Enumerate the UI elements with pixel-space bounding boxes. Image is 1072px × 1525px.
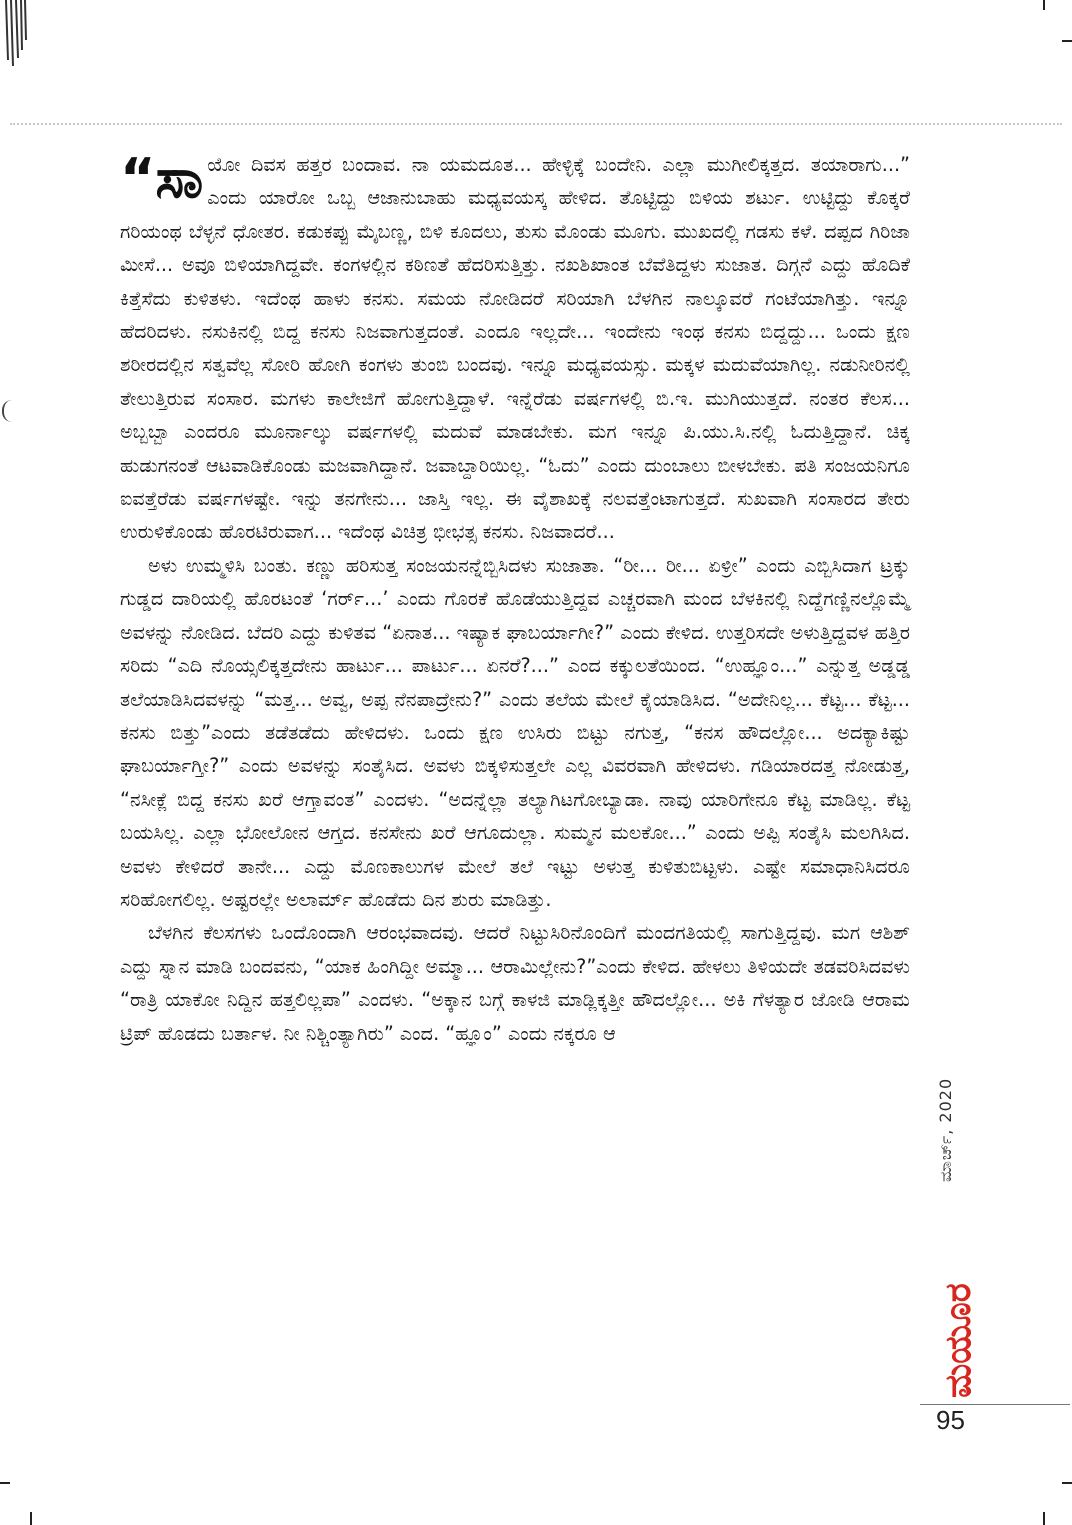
paragraph-1 [120,148,910,549]
article-body [120,148,910,1050]
paragraph-2: ಅಳು ಉಮ್ಮಳಿಸಿ ಬಂತು. ಕಣ್ಣು ಹರಿಸುತ್ತ ಸಂಜಯನನ್ನೆಬ್ಬಿಸಿದಳು ಸುಜಾತಾ. “ರೀ... ರೀ... ಏಳ್ರೀ” ಎಂದು ಎಬ್ಬಿಸಿದಾಗ ಟ್ರಕ್ಕು ಗುಡ್ಡದ ದಾರಿಯಲ್ಲಿ ಹೊರಟಂತೆ ‘ಗರ್ರ್...’ ಎಂದು ಗೊರಕೆ ಹೊಡೆಯುತ್ತಿದ್ದವ ಎಚ್ಚರವಾಗಿ ಮಂದ ಬೆಳಕಿನಲ್ಲಿ ನಿದ್ದೆಗಣ್ಣಿನಲ್ಲೊಮ್ಮೆ ಅವಳನ್ನು ನೋಡಿದ. ಬೆದರಿ ಎದ್ದು ಕುಳಿತವ “ಏನಾತ... ಇಷ್ಯಾಕ ಘಾಬರ್ಯಾಗೀ?” ಎಂದು ಕೇಳಿದ. ಉತ್ತರಿಸದೇ ಅಳುತ್ತಿದ್ದವಳ ಹತ್ತಿರ ಸರಿದು “ಎದಿ ನೊಯ್ಸಲಿಕ್ಕತ್ತದೇನು ಹಾರ್ಟು... ಪಾರ್ಟು... ಏನರೆ?...” ಎಂದ ಕಕ್ಕುಲತೆಯಿಂದ. “ಉಹ್ಞೂಂ...” ಎನ್ನುತ್ತ ಅಡ್ಡಡ್ಡ ತಲೆಯಾಡಿಸಿದವಳನ್ನು “ಮತ್ತ... ಅವ್ವ, ಅಪ್ಪ ನೆನಪಾದ್ರೇನು?” ಎಂದು ತಲೆಯ ಮೇಲೆ ಕೈಯಾಡಿಸಿದ. “ಅದೇನಿಲ್ಲ... ಕೆಟ್ಟ... ಕೆಟ್ಟ... ಕನಸು ಬಿತ್ತು”ಎಂದು ತಡೆತಡೆದು ಹೇಳಿದಳು. ಒಂದು ಕ್ಷಣ ಉಸಿರು ಬಿಟ್ಟು ನಗುತ್ತ, “ಕನಸ ಹೌದಲ್ಲೋ... ಅದಕ್ಯಾಕಿಷ್ಟು ಘಾಬರ್ಯಾಗ್ತೀ?” ಎಂದು ಅವಳನ್ನು ಸಂತೈಸಿದ. ಅವಳು ಬಿಕ್ಕಳಿಸುತ್ತಲೇ ಎಲ್ಲ ವಿವರವಾಗಿ ಹೇಳಿದಳು. ಗಡಿಯಾರದತ್ತ ನೋಡುತ್ತ, “ನಸೀಕ್ಲೆ ಬಿದ್ದ ಕನಸು ಖರೆ ಆಗ್ತಾವಂತ” ಎಂದಳು. “ಅದನ್ನೆಲ್ಲಾ ತಲ್ಯಾಗಿಟಗೋಬ್ಯಾಡಾ. ನಾವು ಯಾರಿಗೇನೂ ಕೆಟ್ಟ ಮಾಡಿಲ್ಲ. ಕೆಟ್ಟ ಬಯಸಿಲ್ಲ. ಎಲ್ಲಾ ಭೋಲೋನ ಆಗ್ತದ. ಕನಸೇನು ಖರೆ ಆಗೂದುಲ್ಲಾ. ಸುಮ್ಮನ ಮಲಕೋ...” ಎಂದು ಅಪ್ಪಿ ಸಂತೈಸಿ ಮಲಗಿಸಿದ. ಅವಳು ಕೇಳಿದರೆ ತಾನೇ... ಎದ್ದು ಮೊಣಕಾಲುಗಳ ಮೇಲೆ ತಲೆ ಇಟ್ಟು ಅಳುತ್ತ ಕುಳಿತುಬಿಟ್ಟಳು. ಎಷ್ಟೇ ಸಮಾಧಾನಿಸಿದರೂ ಸರಿಹೋಗಲಿಲ್ಲ. ಅಷ್ಟರಲ್ಲೇ ಅಲಾರ್ಮ್ ಹೊಡೆದು ದಿನ ಶುರು ಮಾಡಿತ್ತು. [120,553,910,911]
margin-bracket [2,400,12,422]
drop-cap-quote: “ [120,147,156,210]
issue-date: ಮಾರ್ಚ್, 2020 [936,1077,955,1182]
crop-mark-bottom-left [30,1512,32,1525]
header-dotted-rule [10,123,1062,125]
crop-mark-left-lower [0,1482,10,1484]
paragraph-1-text: ಯೋ ದಿವಸ ಹತ್ತರ ಬಂದಾವ. ನಾ ಯಮದೂತ... ಹೇಳ್ಳಿಕ್ಕೆ ಬಂದೇನಿ. ಎಲ್ಲಾ ಮುಗೀಲಿಕ್ಕತ್ತದ. ತಯಾರಾಗು...” ಎಂದು ಯಾರೋ ಒಬ್ಬ ಆಜಾನುಬಾಹು ಮಧ್ಯವಯಸ್ಕ ಹೇಳಿದ. ತೊಟ್ಟಿದ್ದು ಬಿಳಿಯ ಶರ್ಟು. ಉಟ್ಟಿದ್ದು ಕೊಕ್ಕರೆ ಗರಿಯಂಥ ಬೆಳ್ಳನೆ ಧೋತರ. ಕಡುಕಪ್ಪು ಮೈಬಣ್ಣ, ಬಿಳಿ ಕೂದಲು, ತುಸು ಮೊಂಡು ಮೂಗು. ಮುಖದಲ್ಲಿ ಗಡಸು ಕಳೆ. ದಪ್ಪದ ಗಿರಿಜಾ ಮೀಸೆ... ಅವೂ ಬಿಳಿಯಾಗಿದ್ದವೇ. ಕಂಗಳಲ್ಲಿನ ಕಠಿಣತೆ ಹೆದರಿಸುತ್ತಿತ್ತು. ನಖಶಿಖಾಂತ ಬೆವೆತಿದ್ದಳು ಸುಜಾತ. ದಿಗ್ಗನೆ ಎದ್ದು ಹೊದಿಕೆ ಕಿತ್ತೆಸೆದು ಕುಳಿತಳು. ಇದೆಂಥ ಹಾಳು ಕನಸು. ಸಮಯ ನೋಡಿದರೆ ಸರಿಯಾಗಿ ಬೆಳಗಿನ ನಾಲ್ಕೂವರೆ ಗಂಟೆಯಾಗಿತ್ತು. ಇನ್ನೂ ಹೆದರಿದಳು. ನಸುಕಿನಲ್ಲಿ ಬಿದ್ದ ಕನಸು ನಿಜವಾಗುತ್ತದಂತೆ. ಎಂದೂ ಇಲ್ಲದೇ... ಇಂದೇನು ಇಂಥ ಕನಸು ಬಿದ್ದದ್ದು... ಒಂದು ಕ್ಷಣ ಶರೀರದಲ್ಲಿನ ಸತ್ವವೆಲ್ಲ ಸೋರಿ ಹೋಗಿ ಕಂಗಳು ತುಂಬಿ ಬಂದವು. ಇನ್ನೂ ಮಧ್ಯವಯಸ್ಸು. ಮಕ್ಕಳ ಮದುವೆಯಾಗಿಲ್ಲ. ನಡುನೀರಿನಲ್ಲಿ ತೇಲುತ್ತಿರುವ ಸಂಸಾರ. ಮಗಳು ಕಾಲೇಜಿಗೆ ಹೋಗುತ್ತಿದ್ದಾಳೆ. ಇನ್ನೆರೆಡು ವರ್ಷಗಳಲ್ಲಿ ಬಿ.ಇ. ಮುಗಿಯುತ್ತದೆ. ನಂತರ ಕೆಲಸ... ಅಬ್ಬಬ್ಬಾ ಎಂದರೂ ಮೂರ್ನಾಲ್ಕು ವರ್ಷಗಳಲ್ಲಿ ಮದುವೆ ಮಾಡಬೇಕು. ಮಗ ಇನ್ನೂ ಪಿ.ಯು.ಸಿ.ನಲ್ಲಿ ಓದುತ್ತಿದ್ದಾನೆ. ಚಿಕ್ಕ ಹುಡುಗನಂತೆ ಆಟವಾಡಿಕೊಂಡು ಮಜವಾಗಿದ್ದಾನೆ. ಜವಾಬ್ದಾರಿಯಿಲ್ಲ. “ಓದು” ಎಂದು ದುಂಬಾಲು ಬೀಳಬೇಕು. ಪತಿ ಸಂಜಯನಿಗೂ ಐವತ್ತೆರೆಡು ವರ್ಷಗಳಷ್ಟೇ. ಇನ್ನು ತನಗೇನು... ಜಾಸ್ತಿ ಇಲ್ಲ. ಈ ವೈಶಾಖಕ್ಕೆ ನಲವತ್ತೆಂಟಾಗುತ್ತದೆ. ಸುಖವಾಗಿ ಸಂಸಾರದ ತೇರು ಉರುಳಿಕೊಂಡು ಹೊರಟಿರುವಾಗ... ಇದೆಂಥ ವಿಚಿತ್ರ ಭೀಭತ್ಸ ಕನಸು. ನಿಜವಾದರೆ... [120,153,910,544]
drop-cap-letter: ಸಾ [155,147,204,210]
drop-cap [120,147,204,210]
scan-stripe-mark [2,0,32,70]
page-number: 95 [936,1405,965,1435]
magazine-brand: ಮಯೂರ [938,1283,979,1398]
paragraph-3: ಬೆಳಗಿನ ಕೆಲಸಗಳು ಒಂದೊಂದಾಗಿ ಆರಂಭವಾದವು. ಆದರೆ ನಿಟ್ಟುಸಿರಿನೊಂದಿಗೆ ಮಂದಗತಿಯಲ್ಲಿ ಸಾಗುತ್ತಿದ್ದವು. ಮಗ ಆಶಿಶ್ ಎದ್ದು ಸ್ನಾನ ಮಾಡಿ ಬಂದವನು, “ಯಾಕ ಹಿಂಗಿದ್ದೀ ಅಮ್ಮಾ... ಆರಾಮಿಲ್ಲೇನು?”ಎಂದು ಕೇಳಿದ. ಹೇಳಲು ತಿಳಿಯದೇ ತಡವರಿಸಿದವಳು “ರಾತ್ರಿ ಯಾಕೋ ನಿದ್ದಿನ ಹತ್ತಲಿಲ್ಲಪಾ” ಎಂದಳು. “ಅಕ್ಕಾನ ಬಗ್ಗೆ ಕಾಳಜಿ ಮಾಡ್ಲಿಕ್ಕತ್ತೀ ಹೌದಲ್ಲೋ... ಅಕಿ ಗೆಳತ್ಯಾರ ಜೋಡಿ ಆರಾಮ ಟ್ರಿಪ್ ಹೊಡದು ಬರ್ತಾಳ. ನೀ ನಿಶ್ಚಿಂತ್ಯಾಗಿರು” ಎಂದ. “ಹ್ಞೂಂ” ಎಂದು ನಕ್ಕರೂ ಆ [120,921,910,1045]
crop-mark-bottom-right [1043,1512,1045,1525]
crop-mark-right [1062,40,1072,42]
crop-mark-top-right [1043,0,1045,10]
crop-mark-right-lower [1062,1482,1072,1484]
